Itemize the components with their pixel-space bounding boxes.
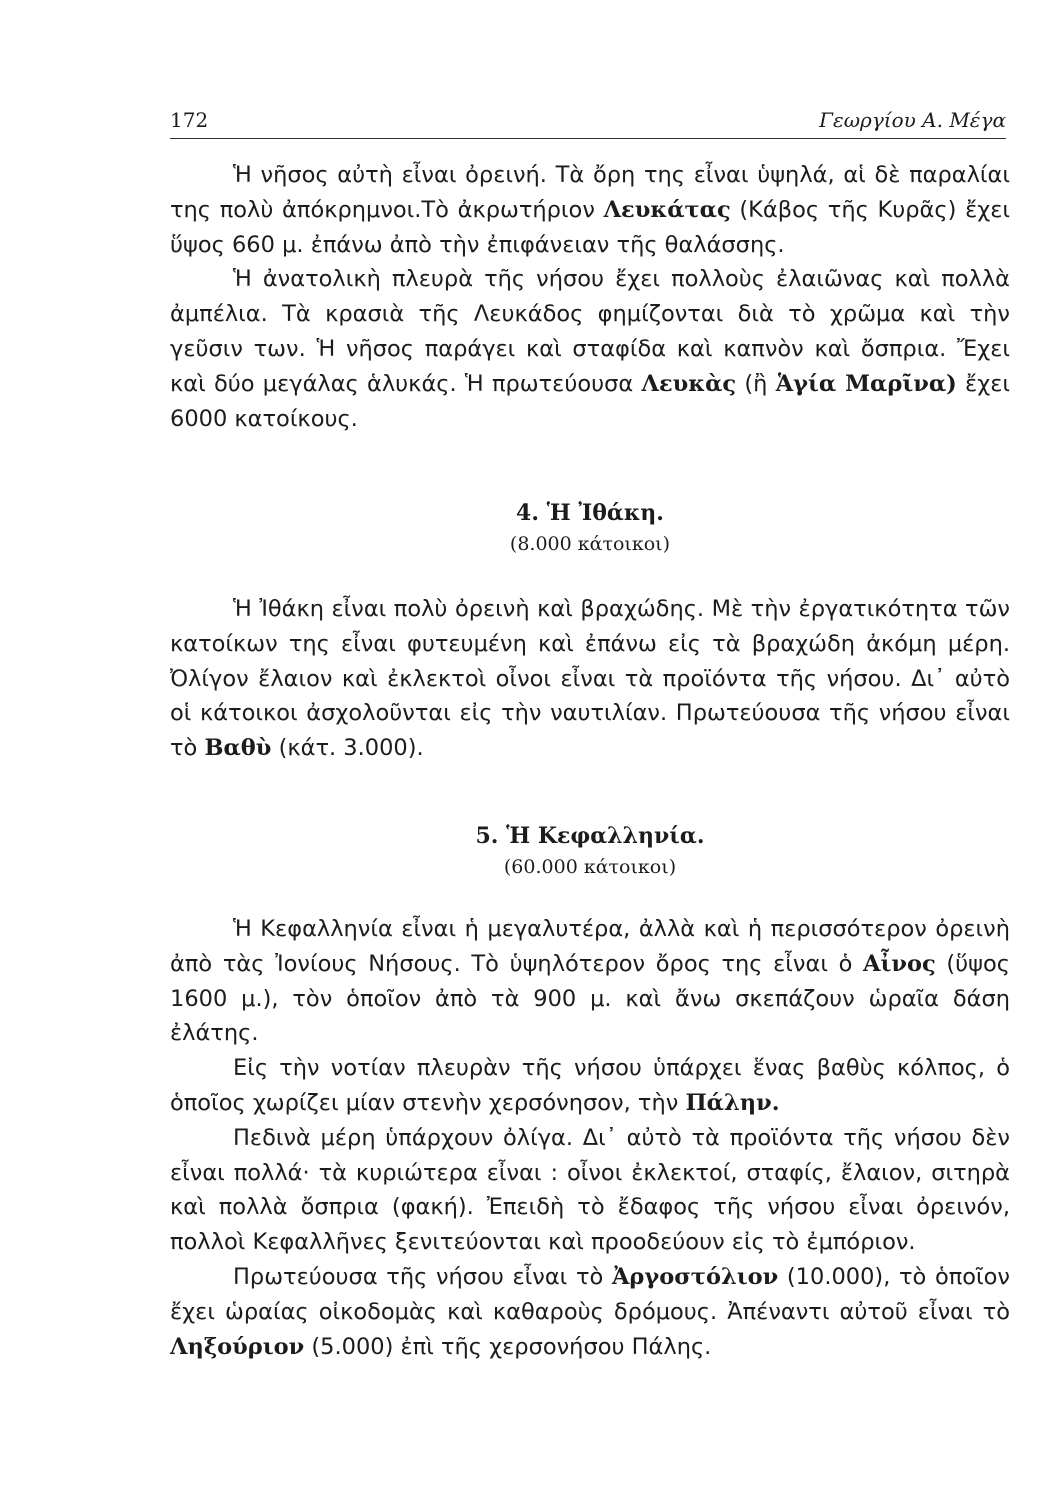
kefallinia-paragraph-4: Πρωτεύουσα τῆς νήσου εἶναι τὸ Ἀργοστόλιον (10.000), τὸ ὁποῖον ἔχει ὡραίας οἰκοδομὰς καὶ καθαροὺς δρόμους. Ἀπέναντι αὐτοῦ εἶναι τὸ Ληξούριον (5.000) ἐπὶ τῆς χερσονήσου Πάλης. bbox=[170, 1263, 1010, 1360]
page-number: 172 bbox=[170, 108, 209, 132]
ithaki-paragraph: Ἡ Ἰθάκη εἶναι πολὺ ὀρεινὴ καὶ βραχώδης. Μὲ τὴν ἐργατικότητα τῶν κατοίκων της εἶναι φυτευμένη καὶ ἐπάνω εἰς τὰ βραχώδη ἀκόμη μέρη. Ὀλίγον ἔλαιον καὶ ἐκλεκτοὶ οἶνοι εἶναι τὰ προϊόντα τῆς νήσου. Δι᾽ αὐτὸ οἱ κάτοικοι ἀσχολοῦνται εἰς τὴν ναυτιλίαν. Πρωτεύουσα τῆς νήσου εἶναι τὸ Βαθὺ (κάτ. 3.000). bbox=[170, 596, 1010, 762]
kefallinia-heading: 5. Ἡ Κεφαλληνία. bbox=[475, 823, 705, 849]
ithaki-heading: 4. Ἡ Ἰθάκη. bbox=[516, 500, 664, 526]
place-ainos: Αἶνος bbox=[863, 950, 936, 977]
kefallinia-population: (60.000 κάτοικοι) bbox=[503, 856, 677, 878]
kefallinia-section bbox=[170, 912, 1010, 1364]
place-argostolion: Ἀργοστόλιον bbox=[611, 1263, 779, 1290]
lefkas-section bbox=[170, 158, 1010, 436]
place-agia-marina: Ἁγία Μαρῖνα) bbox=[775, 370, 957, 397]
ithaki-population: (8.000 κάτοικοι) bbox=[509, 533, 671, 555]
kefallinia-paragraph-1: Ἡ Κεφαλληνία εἶναι ἡ μεγαλυτέρα, ἀλλὰ καὶ ἡ περισσότερον ὀρεινὴ ἀπὸ τὰς Ἰονίους Νήσους. Τὸ ὑψηλότερον ὄρος της εἶναι ὁ Αἶνος (ὕψος 1600 μ.), τὸν ὁποῖον ἀπὸ τὰ 900 μ. καὶ ἄνω σκεπάζουν ὡραῖα δάση ἐλάτης. bbox=[170, 916, 1011, 1047]
place-lixourion: Ληξούριον bbox=[170, 1333, 305, 1360]
place-lefkatas: Λευκάτας bbox=[603, 196, 731, 223]
kefallinia-paragraph-3: Πεδινὰ μέρη ὑπάρχουν ὀλίγα. Δι᾽ αὐτὸ τὰ προϊόντα τῆς νήσου δὲν εἶναι πολλά· τὰ κυριώτερα εἶναι : οἶνοι ἐκλεκτοί, σταφίς, ἔλαιον, σιτηρὰ καὶ πολλὰ ὄσπρια (φακή). Ἐπειδὴ τὸ ἔδαφος τῆς νήσου εἶναι ὀρεινόν, πολλοὶ Κεφαλλῆνες ξενιτεύονται καὶ προοδεύουν εἰς τὸ ἐμπόριον. bbox=[170, 1124, 1010, 1256]
lefkas-paragraph-1: Ἡ νῆσος αὐτὴ εἶναι ὀρεινή. Τὰ ὄρη της εἶναι ὑψηλά, αἱ δὲ παραλίαι της πολὺ ἀπόκρημνοι.Τὸ ἀκρωτήριον Λευκάτας (Κάβος τῆς Κυρᾶς) ἔχει ὕψος 660 μ. ἐπάνω ἀπὸ τὴν ἐπιφάνειαν τῆς θαλάσσης. bbox=[170, 162, 1011, 258]
place-lefkas: Λευκὰς bbox=[641, 370, 737, 397]
running-head: Γεωργίου Α. Μέγα bbox=[819, 108, 1006, 132]
place-pali: Πάλην. bbox=[685, 1089, 780, 1116]
lefkas-paragraph-2: Ἡ ἀνατολικὴ πλευρὰ τῆς νήσου ἔχει πολλοὺς ἐλαιῶνας καὶ πολλὰ ἀμπέλια. Τὰ κρασιὰ τῆς Λευκάδος φημίζονται διὰ τὸ χρῶμα καὶ τὴν γεῦσιν των. Ἡ νῆσος παράγει καὶ σταφίδα καὶ καπνὸν καὶ ὄσπρια. Ἔχει καὶ δύο μεγάλας ἁλυκάς. Ἡ πρωτεύουσα Λευκὰς (ἢ Ἁγία Μαρῖνα) ἔχει 6000 κατοίκους. bbox=[170, 266, 1010, 432]
page-header bbox=[170, 104, 1006, 139]
place-vathy: Βαθὺ bbox=[204, 735, 272, 762]
kefallinia-paragraph-2: Εἰς τὴν νοτίαν πλευρὰν τῆς νήσου ὑπάρχει ἕνας βαθὺς κόλπος, ὁ ὁποῖος χωρίζει μίαν στενὴν χερσόνησον, τὴν Πάλην. bbox=[170, 1055, 1010, 1116]
ithaki-section bbox=[170, 592, 1010, 766]
